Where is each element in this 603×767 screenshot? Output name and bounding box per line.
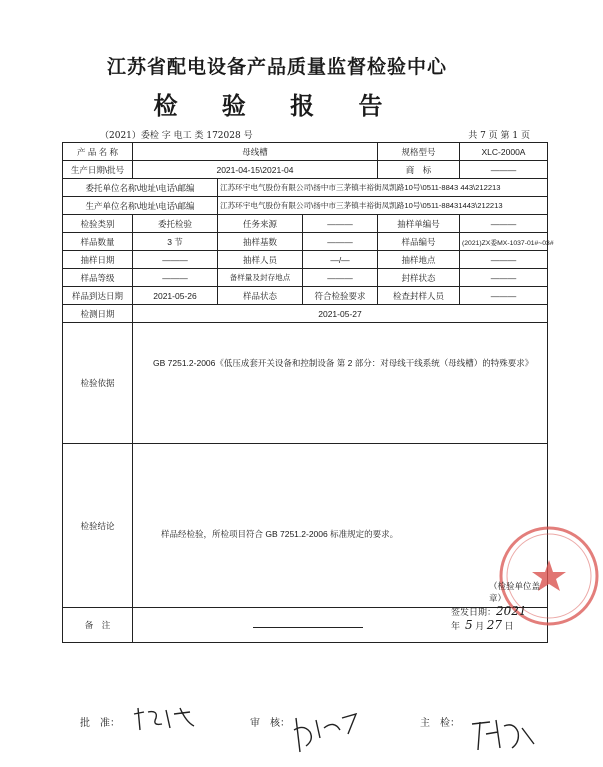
product-name: 母线槽 — [133, 143, 378, 161]
review-label: 审 核： — [250, 718, 290, 729]
client-label: 委托单位名称\地址\电话\邮编 — [63, 179, 218, 197]
table-row — [63, 269, 548, 287]
remark-label: 备 注 — [63, 608, 133, 643]
base: ——— — [303, 233, 378, 251]
sample-no-label: 样品编号 — [378, 233, 460, 251]
sampler-label: 抽样人员 — [218, 251, 303, 269]
grade: ——— — [133, 269, 218, 287]
seal-note: （检验单位盖章） — [489, 581, 541, 603]
basis-text: GB 7251.2-2006《低压成套开关设备和控制设备 第 2 部分：对母线干线系统（母线槽）的特殊要求》 — [133, 323, 548, 444]
base-label: 抽样基数 — [218, 233, 303, 251]
arrival: 2021-05-26 — [133, 287, 218, 305]
table-row — [63, 179, 548, 197]
grade-label: 样品等级 — [63, 269, 133, 287]
report-title: 检 验 报 告 — [153, 91, 401, 120]
task-src: ——— — [303, 215, 378, 233]
table-row — [63, 251, 548, 269]
test-date-label: 检测日期 — [63, 305, 133, 323]
table-row — [63, 161, 548, 179]
sample-date-label: 抽样日期 — [63, 251, 133, 269]
arrival-label: 样品到达日期 — [63, 287, 133, 305]
table-row — [63, 323, 548, 444]
model-label: 规格型号 — [378, 143, 460, 161]
trademark: ——— — [460, 161, 548, 179]
seal-state: ——— — [460, 269, 548, 287]
seal-state-label: 封样状态 — [378, 269, 460, 287]
review-signature-icon — [290, 710, 360, 756]
report-table — [62, 142, 554, 643]
conclusion-text: 样品经检验，所检项目符合 GB 7251.2-2006 标准规定的要求。 — [161, 529, 399, 539]
product-name-label: 产 品 名 称 — [63, 143, 133, 161]
conclusion-cell — [133, 444, 548, 632]
table-row — [63, 305, 548, 323]
sample-list: ——— — [460, 215, 548, 233]
trademark-label: 商 标 — [378, 161, 460, 179]
test-date: 2021-05-27 — [133, 305, 548, 323]
packing: ——— — [303, 269, 378, 287]
issue-date: 签发日期：2021年 5 月 27 日 — [451, 604, 527, 632]
sealer-label: 检查封样人员 — [378, 287, 460, 305]
org-title: 江苏省配电设备产品质量监督检验中心 — [106, 56, 447, 78]
page-info: 共 7 页 第 1 页 — [468, 131, 530, 141]
table-row — [63, 215, 548, 233]
insp-type-label: 检验类别 — [63, 215, 133, 233]
report-number: （2021）委检 字 电工 类 172028 号 — [100, 131, 253, 141]
table-row — [63, 197, 548, 215]
remark-line — [253, 626, 363, 628]
approve-signature-icon — [130, 704, 200, 734]
state-label: 样品状态 — [218, 287, 303, 305]
table-row — [63, 143, 548, 161]
inspect-label: 主 检： — [420, 718, 460, 729]
sampler: —/— — [303, 251, 378, 269]
state: 符合检验要求 — [303, 287, 378, 305]
table-row — [63, 287, 548, 305]
insp-type: 委托检验 — [133, 215, 218, 233]
sealer: ——— — [460, 287, 548, 305]
packing-label: 备样量及封存地点 — [218, 269, 303, 287]
sample-place-label: 抽样地点 — [378, 251, 460, 269]
client-info: 江苏环宇电气股份有限公司\扬中市三茅镇丰裕街凤凯路10号\0511-8843 443\212213 — [218, 179, 548, 197]
sample-no: (2021)ZX委MX-1037-01#~03# — [460, 233, 548, 251]
conclusion-label: 检验结论 — [63, 444, 133, 608]
maker-info: 江苏环宇电气股份有限公司\扬中市三茅镇丰裕街凤凯路10号\0511-88431443\212213 — [218, 197, 548, 215]
model: XLC-2000A — [460, 143, 548, 161]
sample-list-label: 抽样单编号 — [378, 215, 460, 233]
inspect-signature-icon — [468, 714, 538, 754]
qty-label: 样品数量 — [63, 233, 133, 251]
sample-date: ——— — [133, 251, 218, 269]
prod-date: 2021-04-15\2021-04 — [133, 161, 378, 179]
table-row — [63, 233, 548, 251]
prod-date-label: 生产日期\批号 — [63, 161, 133, 179]
basis-label: 检验依据 — [63, 323, 133, 444]
maker-label: 生产单位名称\地址\电话\邮编 — [63, 197, 218, 215]
table-row — [63, 444, 548, 608]
task-src-label: 任务来源 — [218, 215, 303, 233]
sample-place: ——— — [460, 251, 548, 269]
approve-label: 批 准： — [80, 718, 120, 729]
qty: 3 节 — [133, 233, 218, 251]
